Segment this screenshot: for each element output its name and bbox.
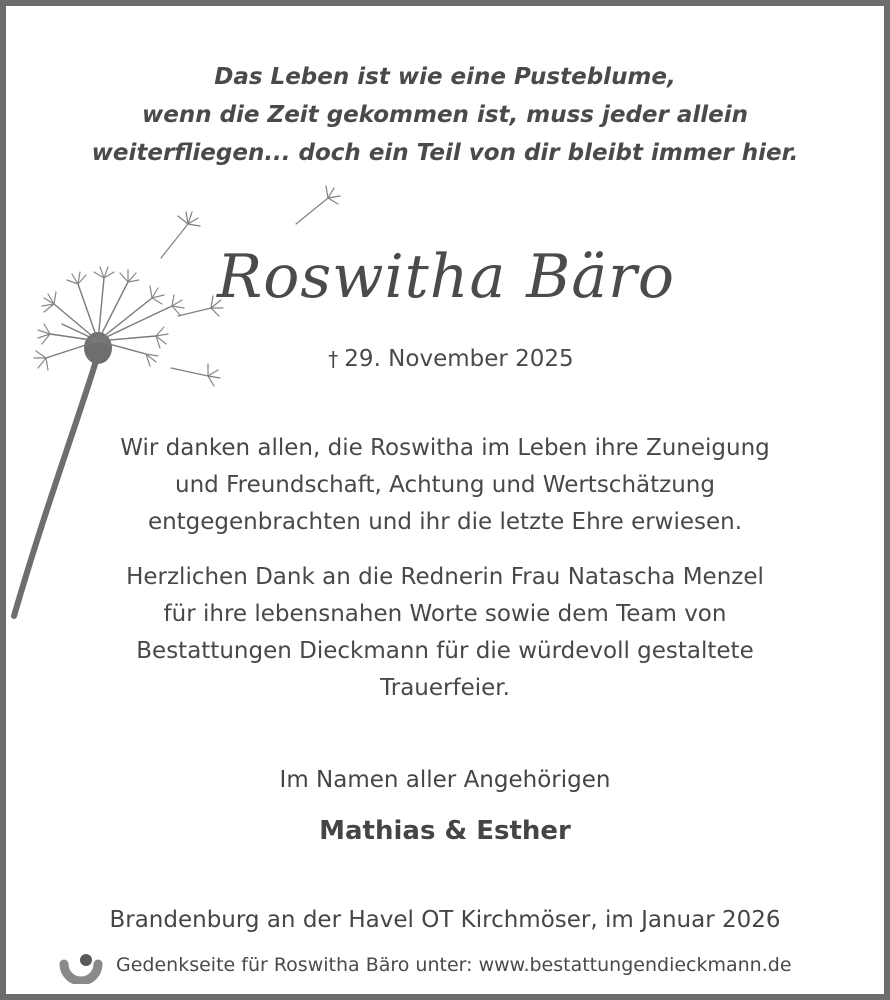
on-behalf-line: Im Namen aller Angehörigen (279, 767, 611, 793)
text-line: Herzlichen Dank an die Rednerin Frau Natascha Menzel (126, 564, 764, 590)
motto-quote (6, 58, 884, 172)
thanks-paragraph-1 (6, 430, 884, 541)
death-date: 29. November 2025 (344, 346, 574, 372)
text-line: für ihre lebensnahen Worte sowie dem Team von (163, 601, 727, 627)
text-line: und Freundschaft, Achtung und Wertschätzung (175, 472, 715, 498)
text-line: Bestattungen Dieckmann für die würdevoll gestaltete (136, 638, 754, 664)
text-line: Trauerfeier. (380, 675, 510, 701)
motto-line: weiterfliegen... doch ein Teil von dir bleibt immer hier. (91, 140, 799, 166)
death-date-line (156, 342, 746, 376)
memorial-footer (56, 944, 856, 984)
deceased-name: Roswitha Bäro (217, 242, 675, 312)
memorial-page-link[interactable]: Gedenkseite für Roswitha Bäro unter: www.bestattungendieckmann.de (116, 954, 792, 976)
memorial-logo-icon (56, 944, 106, 984)
signers: Mathias & Esther (319, 816, 571, 846)
place-and-date: Brandenburg an der Havel OT Kirchmöser, im Januar 2026 (109, 907, 781, 933)
text-line: entgegenbrachten und ihr die letzte Ehre erwiesen. (147, 509, 743, 535)
motto-line: Das Leben ist wie eine Pusteblume, (214, 64, 676, 90)
motto-line: wenn die Zeit gekommen ist, muss jeder allein (141, 102, 749, 128)
cross-icon: † (328, 347, 339, 371)
thanks-paragraph-2 (6, 559, 884, 707)
text-line: Wir danken allen, die Roswitha im Leben ihre Zuneigung (120, 435, 770, 461)
